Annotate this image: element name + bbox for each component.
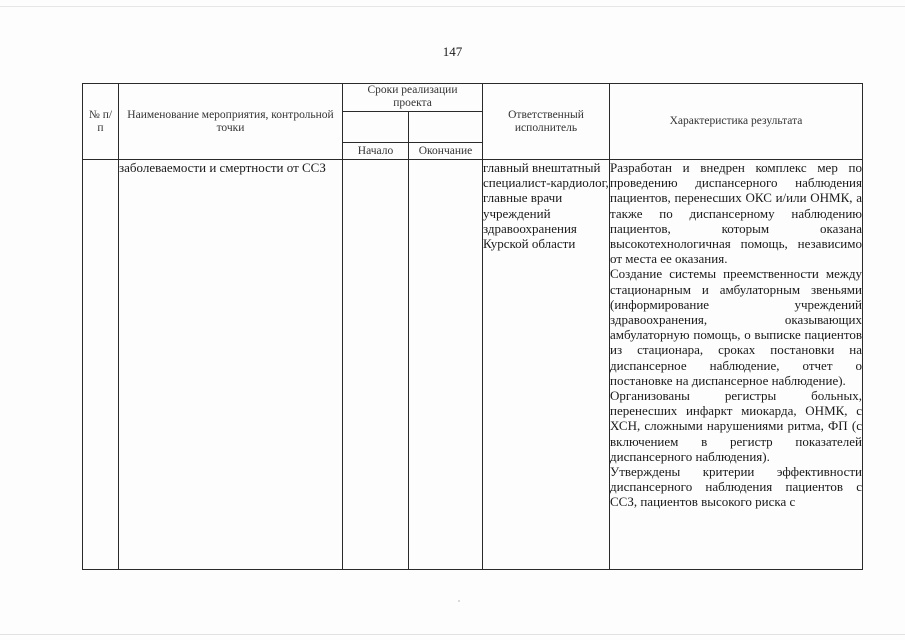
header-num-label: № п/п [88,108,113,134]
cell-result [610,160,863,570]
header-start-label: Начало [357,144,394,157]
header-terms-blank-end [409,112,483,143]
scan-edge-top [0,6,905,7]
cell-responsible [483,160,610,570]
header-result-label: Характеристика результата [669,115,803,127]
scan-edge-bottom [0,634,905,635]
plan-table [82,83,863,570]
result-paragraph-2: Создание системы преемственности между стационарным и амбулаторным звеньями (информирование учреждений здравоохранения, оказывающих амбулаторную помощь, о выписке пациентов из стационара, сроках постановки на диспансерное наблюдение, отчет о постановке на диспансерное наблюдение). [610,266,862,388]
page-number: 147 [442,44,463,59]
header-terms-label: Сроки реализации проекта [367,84,458,109]
result-paragraph-4: Утверждены критерии эффективности диспансерного наблюдения пациентов с ССЗ, пациентов высокого риска с [610,464,862,510]
result-paragraph-1: Разработан и внедрен комплекс мер по проведению диспансерного наблюдения пациентов, перенесших ОКС и/или ОНМК, а также по диспансерному наблюдению пациентов, которым оказана высокотехнологичная помощь, независимо от места ее оказания. [610,160,862,267]
header-responsible [483,84,610,160]
header-end-label: Окончание [418,144,473,157]
header-end [409,143,483,160]
header-terms [343,84,483,112]
scan-speck [458,600,460,602]
row-name: заболеваемости и смертности от ССЗ [119,160,326,175]
row-responsible: главный внештатный специалист-кардиолог, главные врачи учреждений здравоохранения Курской области [483,160,609,252]
header-name-label: Наименование мероприятия, контрольной точки [127,108,334,134]
header-start [343,143,409,160]
header-terms-blank-start [343,112,409,143]
header-result [610,84,863,160]
header-num [83,84,119,160]
cell-num [83,160,119,570]
cell-end [409,160,483,570]
result-paragraph-3: Организованы регистры больных, перенесших инфаркт миокарда, ОНМК, с ХСН, сложными нарушениями ритма, ФП (с включением в регистр показателей диспансерного наблюдения). [610,388,862,464]
header-responsible-label: Ответственный исполнитель [508,108,584,134]
cell-start [343,160,409,570]
header-name [119,84,343,160]
cell-name [119,160,343,570]
